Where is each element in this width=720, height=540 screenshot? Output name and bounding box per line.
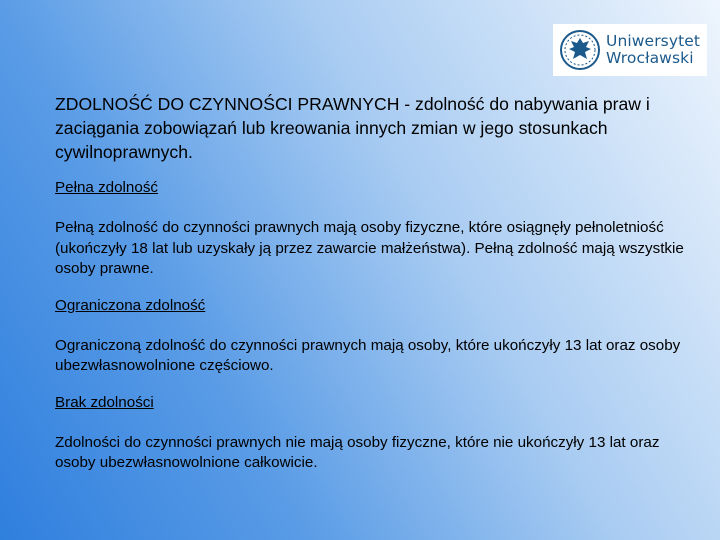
logo-line-1: Uniwersytet (606, 32, 701, 50)
slide-content (55, 92, 700, 490)
eagle-crest-icon (558, 29, 602, 71)
university-logo (553, 24, 707, 76)
section-heading-full: Pełna zdolność (55, 179, 159, 196)
section-heading-limited: Ograniczona zdolność (55, 296, 206, 314)
logo-text (606, 33, 700, 67)
section-text-none: Zdolności do czynności prawnych nie mają osoby fizyczne, które nie ukończyły 13 lat oraz osoby ubezwłasnowolnione całkowicie. (55, 433, 660, 471)
logo-line-2: Wrocławski (606, 49, 694, 67)
section-text-limited: Ograniczoną zdolność do czynności prawnych mają osoby, które ukończyły 13 lat oraz osoby ubezwłasnowolnione częściowo. (55, 336, 681, 374)
intro-paragraph: ZDOLNOŚĆ DO CZYNNOŚCI PRAWNYCH - zdolność do nabywania praw i zaciągania zobowiązań lub kreowania innych zmian w jego stosunkach cywilnoprawnych. (55, 94, 650, 162)
section-text-full: Pełną zdolność do czynności prawnych mają osoby fizyczne, które osiągnęły pełnoletniość (ukończyły 18 lat lub uzyskały ją przez zawarcie małżeństwa). Pełną zdolność mają wszystkie osoby prawne. (55, 219, 684, 277)
section-heading-none: Brak zdolności (55, 393, 154, 411)
